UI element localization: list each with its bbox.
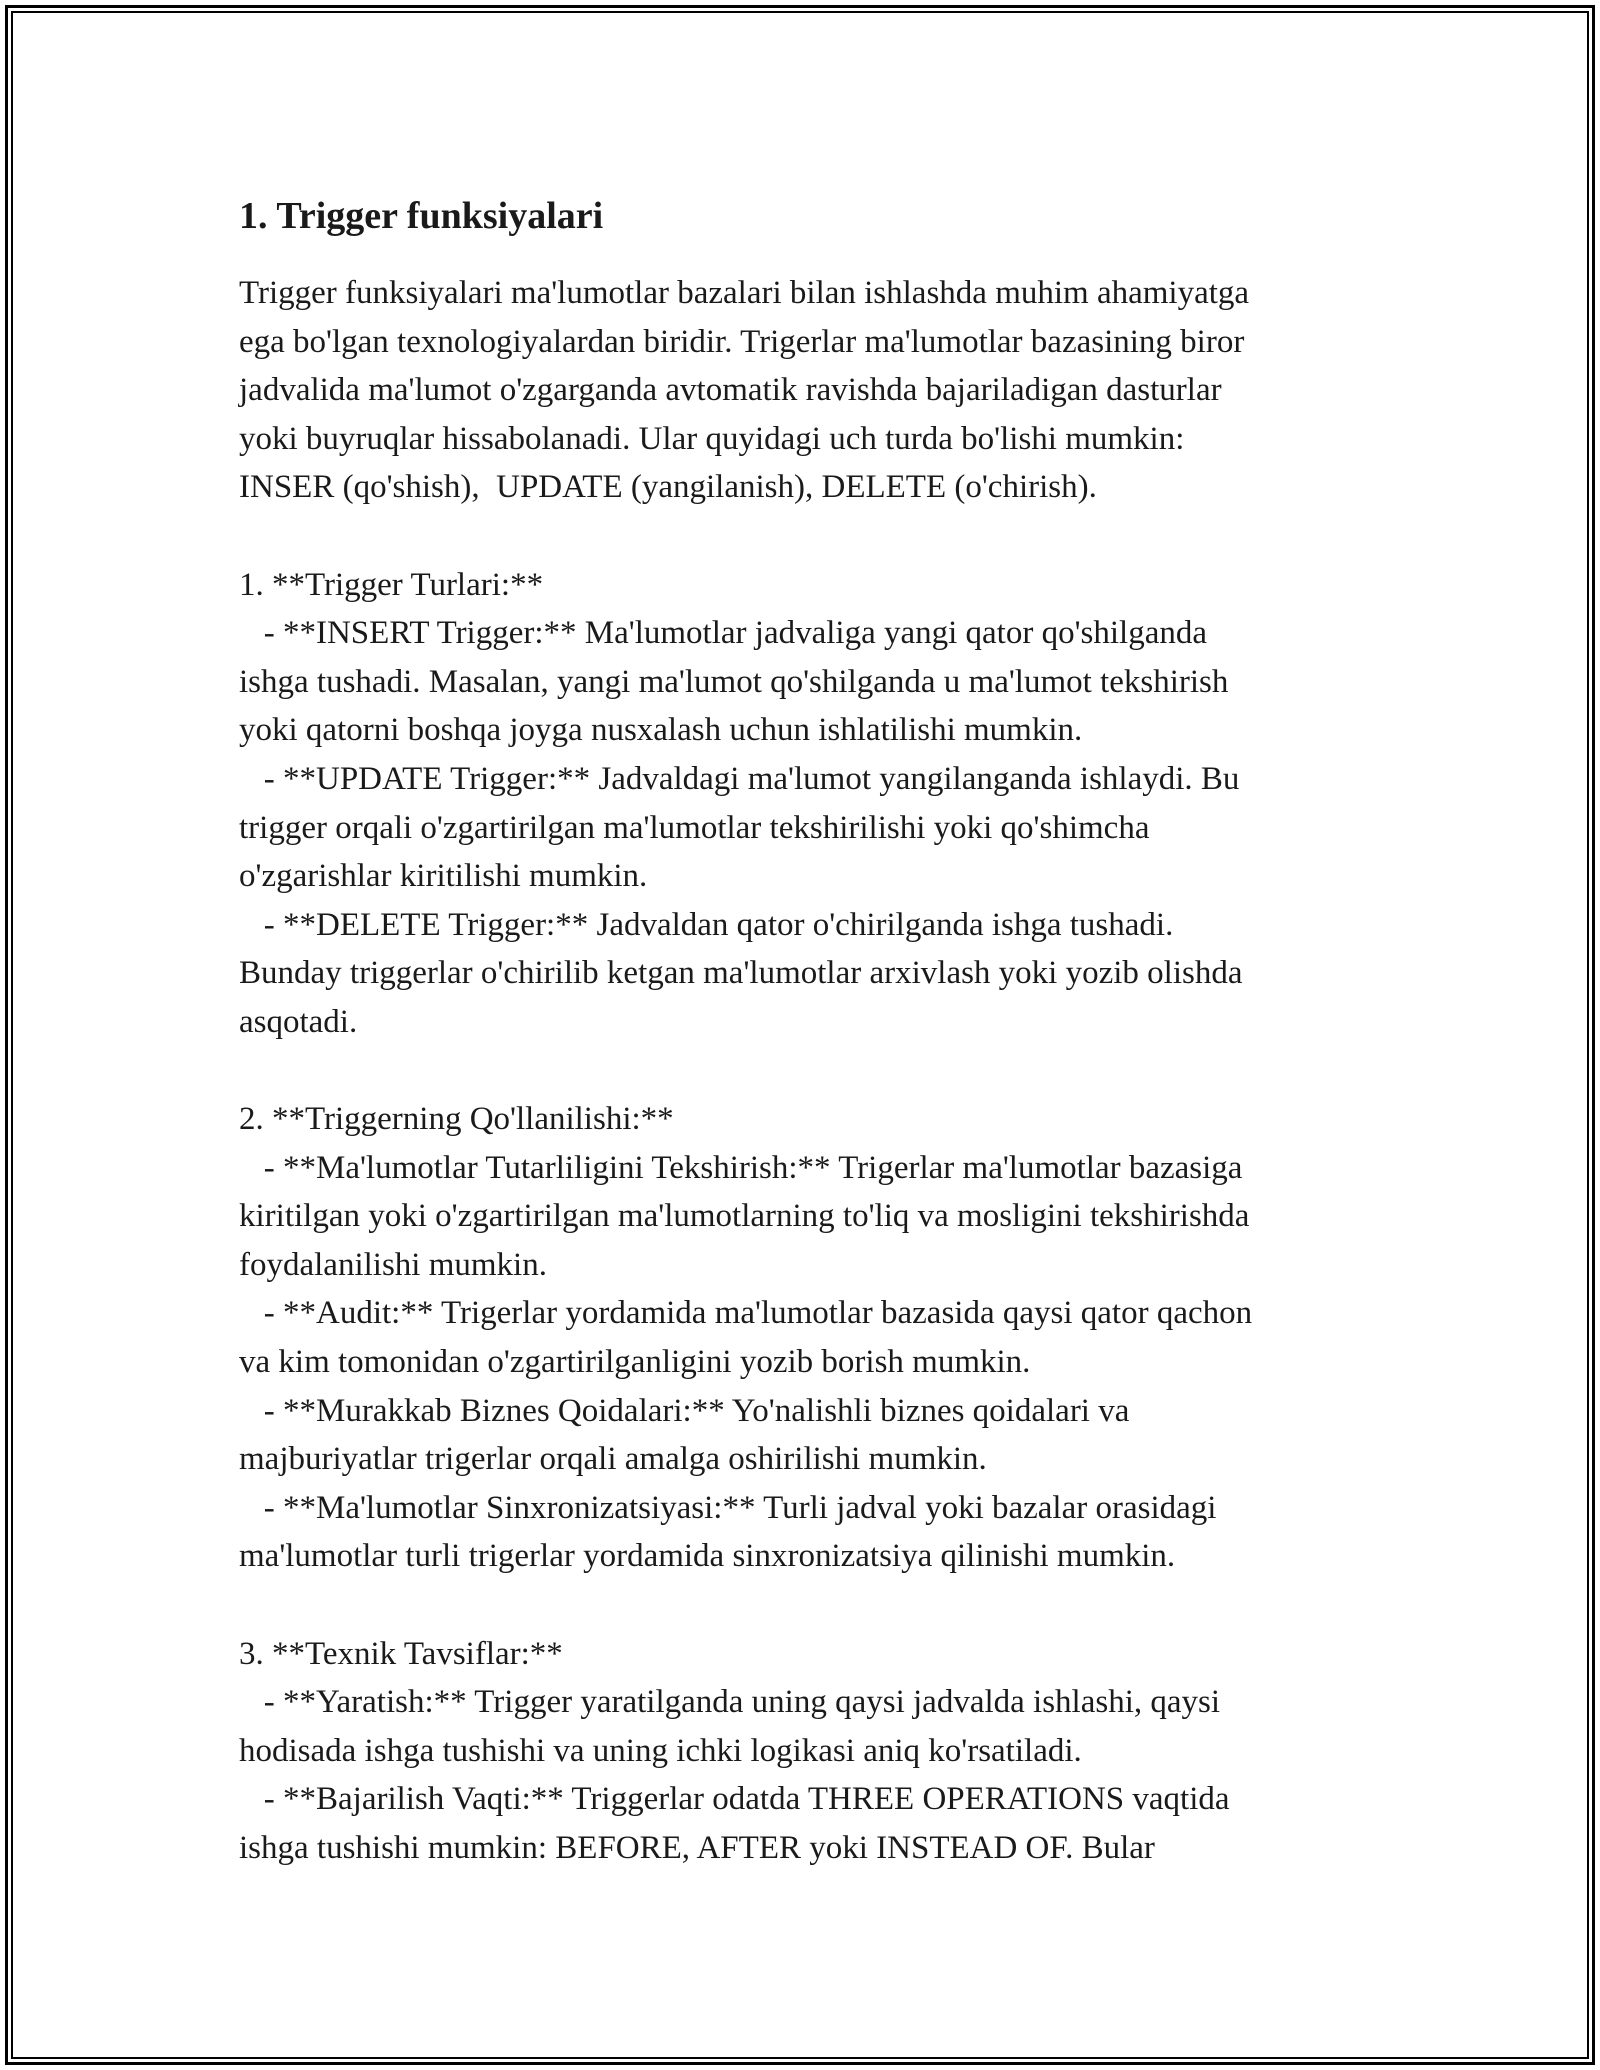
page-border	[5, 5, 1595, 2065]
page-border-inner	[11, 11, 1589, 2059]
document-content	[239, 193, 1399, 1873]
document-body: Trigger funksiyalari ma'lumotlar bazalari bilan ishlashda muhim ahamiyatga ega bo'lgan texnologiyalardan biridir. Trigerlar ma'lumotlar bazasining biror jadvalida ma'lumot o'zgarganda avtomatik ravishda bajariladigan dasturlar yoki buyruqlar hissabolanadi. Ular quyidagi uch turda bo'lishi mumkin: INSER (qo'shish), UPDATE (yangilanish), DELETE (o'chirish). 1. **Trigger Turlari:** - **INSERT Trigger:** Ma'lumotlar jadvaliga yangi qator qo'shilganda ishga tushadi. Masalan, yangi ma'lumot qo'shilganda u ma'lumot tekshirish yoki qatorni boshqa joyga nusxalash uchun ishlatilishi mumkin. - **UPDATE Trigger:** Jadvaldagi ma'lumot yangilanganda ishlaydi. Bu trigger orqali o'zgartirilgan ma'lumotlar tekshirilishi yoki qo'shimcha o'zgarishlar kiritilishi mumkin. - **DELETE Trigger:** Jadvaldan qator o'chirilganda ishga tushadi. Bunday triggerlar o'chirilib ketgan ma'lumotlar arxivlash yoki yozib olishda asqotadi. 2. **Triggerning Qo'llanilishi:** - **Ma'lumotlar Tutarliligini Tekshirish:** Trigerlar ma'lumotlar bazasiga kiritilgan yoki o'zgartirilgan ma'lumotlarning to'liq va mosligini tekshirishda foydalanilishi mumkin. - **Audit:** Trigerlar yordamida ma'lumotlar bazasida qaysi qator qachon va kim tomonidan o'zgartirilganligini yozib borish mumkin. - **Murakkab Biznes Qoidalari:** Yo'nalishli biznes qoidalari va majburiyatlar trigerlar orqali amalga oshirilishi mumkin. - **Ma'lumotlar Sinxronizatsiyasi:** Turli jadval yoki bazalar orasidagi ma'lumotlar turli trigerlar yordamida sinxronizatsiya qilinishi mumkin. 3. **Texnik Tavsiflar:** - **Yaratish:** Trigger yaratilganda uning qaysi jadvalda ishlashi, qaysi hodisada ishga tushishi va uning ichki logikasi aniq ko'rsatiladi. - **Bajarilish Vaqti:** Triggerlar odatda THREE OPERATIONS vaqtida ishga tushishi mumkin: BEFORE, AFTER yoki INSTEAD OF. Bular	[239, 275, 1253, 1866]
document-heading: 1. Trigger funksiyalari	[239, 195, 604, 237]
